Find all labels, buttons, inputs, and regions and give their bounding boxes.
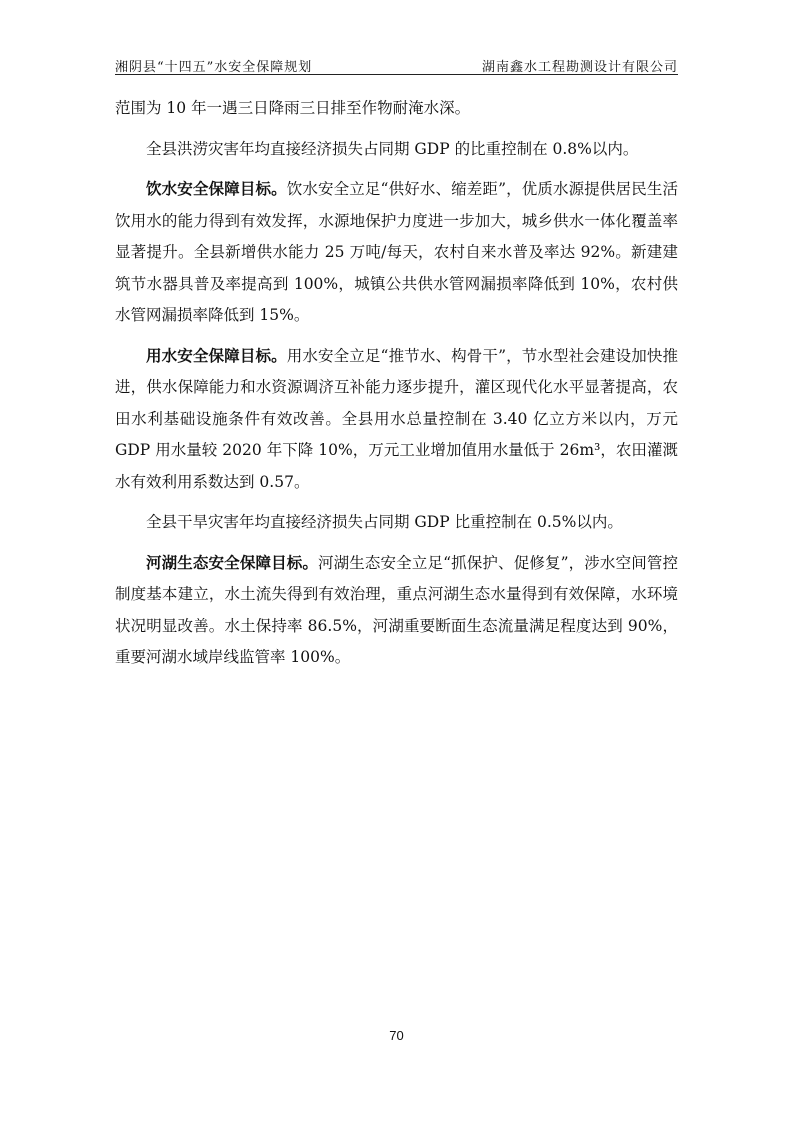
paragraph-text: 范围为 10 年一遇三日降雨三日排至作物耐淹水深。: [115, 99, 471, 117]
document-body: [115, 93, 678, 683]
paragraph-river-lake-ecology: [115, 548, 678, 674]
header-company-name: 湖南鑫水工程勘测设计有限公司: [481, 60, 678, 75]
paragraph-flood-loss: [115, 134, 678, 166]
paragraph-text: 全县洪涝灾害年均直接经济损失占同期 GDP 的比重控制在 0.8%以内。: [146, 139, 639, 158]
paragraph-text: 河湖生态安全立足“抓保护、促修复”，涉水空间管控制度基本建立，水土流失得到有效治理，重点河湖生态水量得到有效保障，水环境状况明显改善。水土保持率 86.5%，河湖重要断面生态流量满足程度达到 90%，重要河湖水域岸线监管率 100%。: [115, 553, 678, 666]
paragraph-drinking-water: [115, 174, 678, 332]
page-number: 70: [389, 1028, 404, 1043]
paragraph-text: 用水安全立足“推节水、构骨干”，节水型社会建设加快推进，供水保障能力和水资源调济互补能力逐步提升，灌区现代化水平显著提高，农田水利基础设施条件有效改善。全县用水总量控制在 3.40 亿立方米以内，万元 GDP 用水量较 2020 年下降 10%，万元工业增加值用水量低于 26m³，农田灌溉水有效利用系数达到 0.57。: [115, 346, 678, 491]
paragraph-lead-heading: 用水安全保障目标。: [146, 346, 287, 365]
paragraph-drought-loss: [115, 507, 678, 539]
paragraph-lead-heading: 河湖生态安全保障目标。: [146, 553, 318, 572]
paragraph-text: 全县干旱灾害年均直接经济损失占同期 GDP 比重控制在 0.5%以内。: [146, 513, 623, 531]
paragraph-continuation: [115, 93, 678, 125]
paragraph-water-use: [115, 341, 678, 499]
paragraph-text: 饮水安全立足“供好水、缩差距”，优质水源提供居民生活饮用水的能力得到有效发挥，水源地保护力度进一步加大，城乡供水一体化覆盖率显著提升。全县新增供水能力 25 万吨/每天，农村自来水普及率达 92%。新建建筑节水器具普及率提高到 100%，城镇公共供水管网漏损率降低到 10%，农村供水管网漏损率降低到 15%。: [115, 180, 678, 324]
paragraph-lead-heading: 饮水安全保障目标。: [146, 180, 287, 198]
page-header: [115, 54, 678, 75]
header-document-title: 湘阴县“十四五”水安全保障规划: [115, 60, 313, 75]
